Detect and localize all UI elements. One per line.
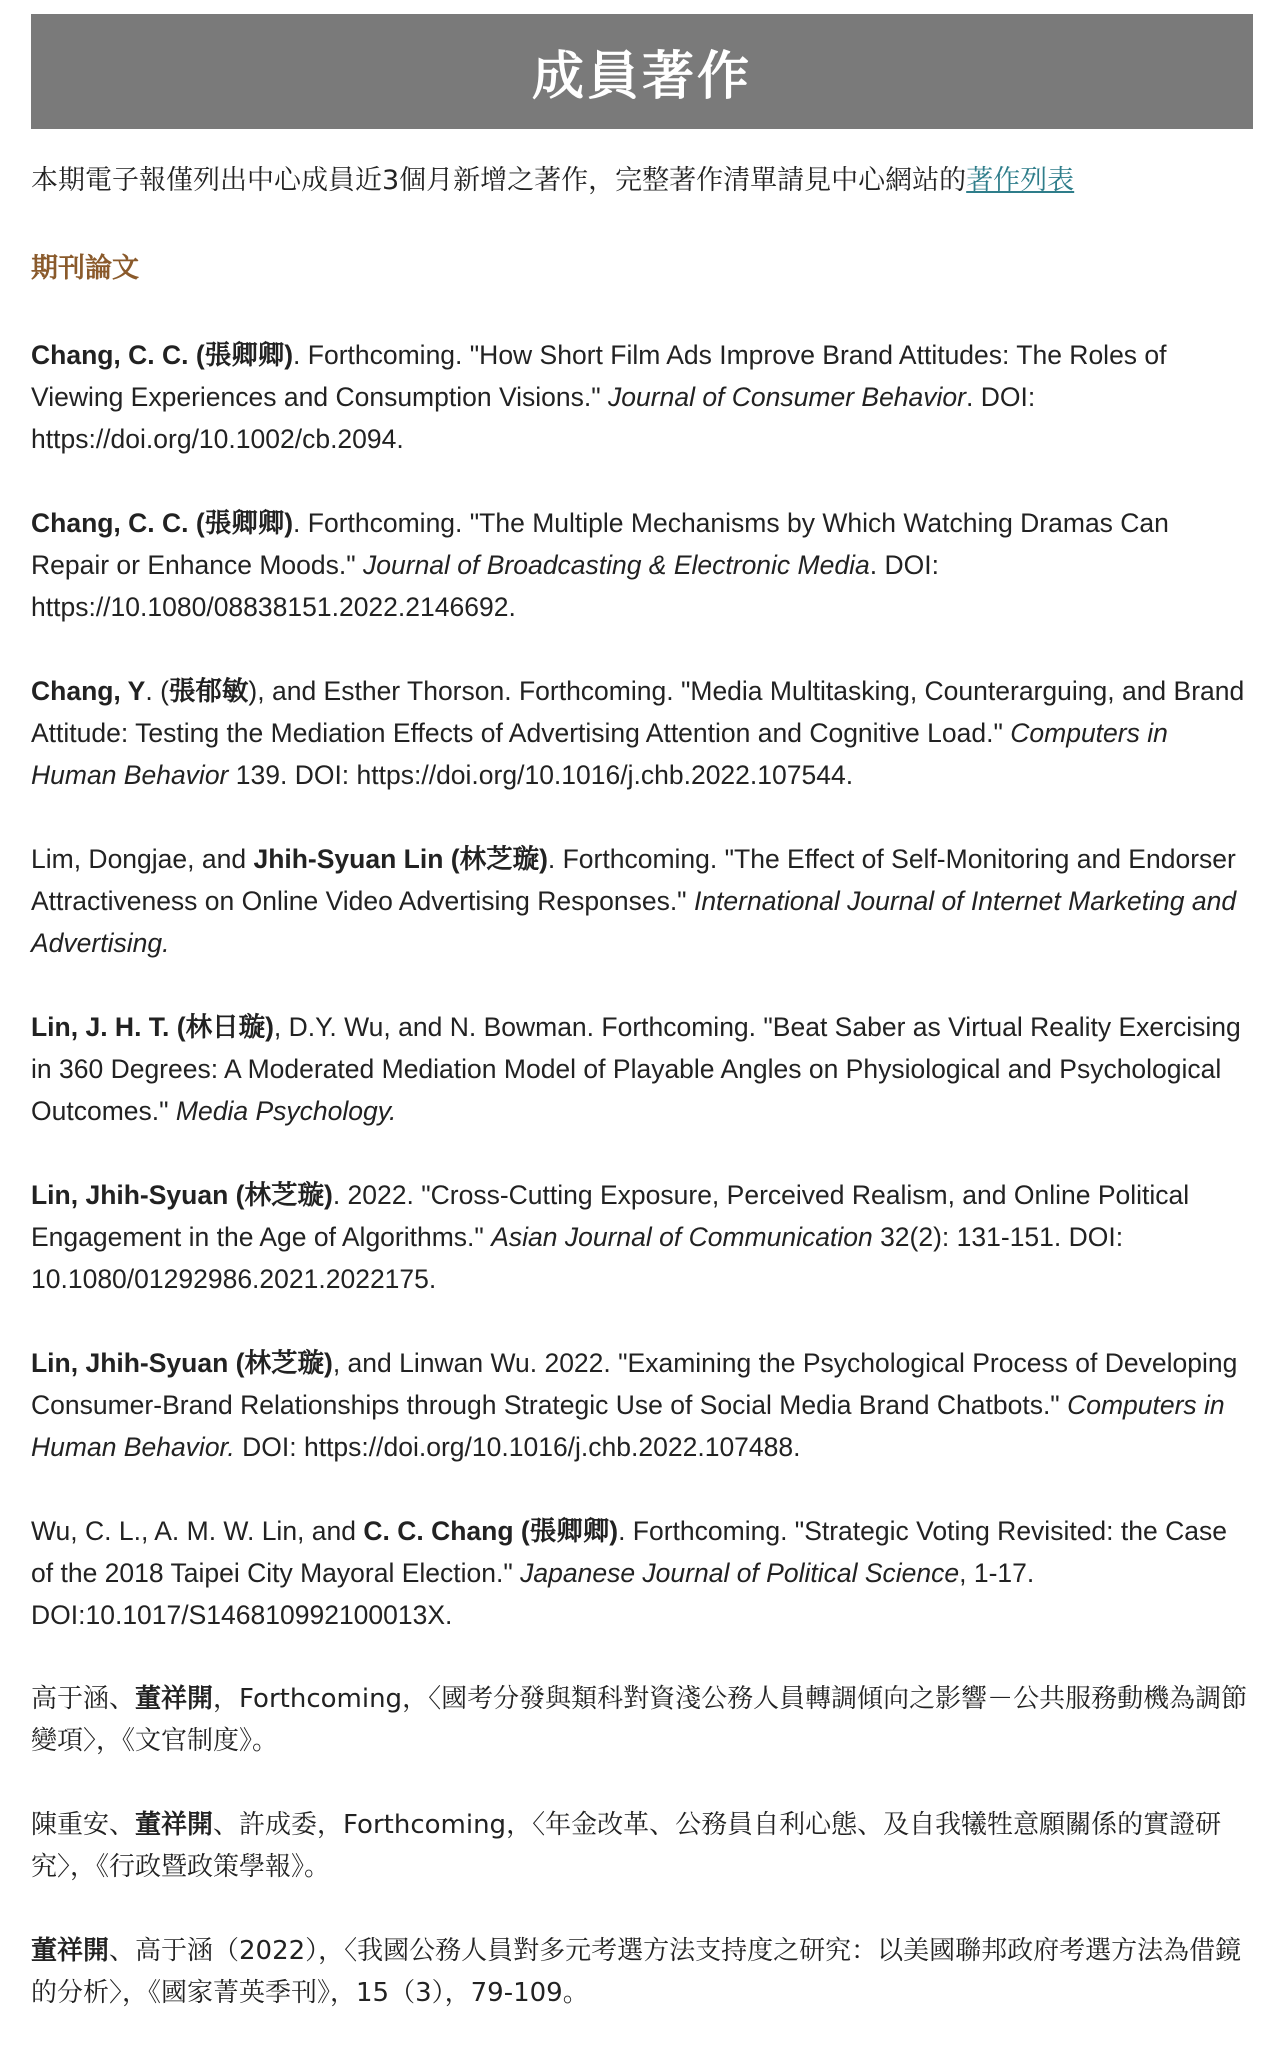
reference-author: 董祥開 <box>31 1936 110 1966</box>
header-banner <box>31 14 1253 129</box>
reference-author-chinese: 張郁敏 <box>168 676 249 706</box>
reference-author: Lin, J. H. T. (林日璇) <box>31 1012 274 1042</box>
reference-author: 董祥開 <box>135 1684 214 1714</box>
reference-author: Lin, Jhih-Syuan (林芝璇) <box>31 1348 333 1378</box>
reference-item <box>31 1510 1253 1636</box>
reference-journal: Computers in Human Behavior <box>31 718 1168 790</box>
reference-journal: Japanese Journal of Political Science <box>520 1558 960 1588</box>
reference-doi: 139. DOI: https://doi.org/10.1016/j.chb.2022.107544. <box>228 760 854 790</box>
reference-author: 董祥開 <box>135 1810 214 1840</box>
section-title-journal-papers: 期刊論文 <box>31 253 139 284</box>
reference-text: . Forthcoming. "The Multiple Mechanisms by Which Watching Dramas Can Repair or Enhance Moods." <box>31 508 1169 580</box>
reference-author: Chang, C. C. (張卿卿) <box>31 508 294 538</box>
reference-coauthors: Lim, Dongjae, and <box>31 844 254 874</box>
reference-text: . 2022. "Cross-Cutting Exposure, Perceived Realism, and Online Political Engagement in the Age of Algorithms." <box>31 1180 1190 1252</box>
reference-text: . Forthcoming. "How Short Film Ads Improve Brand Attitudes: The Roles of Viewing Experiences and Consumption Visions." <box>31 340 1167 412</box>
reference-coauthors: 陳重安、 <box>31 1810 136 1840</box>
reference-author: C. C. Chang (張卿卿) <box>363 1516 619 1546</box>
reference-item-chinese <box>31 1678 1253 1762</box>
reference-doi: . DOI: https://doi.org/10.1002/cb.2094. <box>31 382 1036 454</box>
reference-text: . Forthcoming. "The Effect of Self-Monitoring and Endorser Attractiveness on Online Video Advertising Responses." <box>31 844 1236 916</box>
reference-item <box>31 1006 1253 1132</box>
reference-text: 、許成委，Forthcoming，〈年金改革、公務員自利心態、及自我犧牲意願關係的實證研究〉，《行政暨政策學報》。 <box>31 1810 1222 1882</box>
reference-text: 、高于涵（2022），〈我國公務人員對多元考選方法支持度之研究：以美國聯邦政府考選方法為借鏡的分析〉，《國家菁英季刊》，15（3），79-109。 <box>31 1936 1242 2008</box>
reference-doi: DOI: https://doi.org/10.1016/j.chb.2022.107488. <box>234 1432 801 1462</box>
reference-text: ), and Esther Thorson. Forthcoming. "Media Multitasking, Counterarguing, and Brand Attitude: Testing the Mediation Effects of Advertising Attention and Cognitive Load." <box>31 676 1245 748</box>
reference-journal: International Journal of Internet Marketing and Advertising. <box>31 886 1237 958</box>
reference-journal: Media Psychology. <box>175 1096 397 1126</box>
reference-journal: Asian Journal of Communication <box>491 1222 873 1252</box>
reference-text: , and Linwan Wu. 2022. "Examining the Psychological Process of Developing Consumer-Brand Relationships through Strategic Use of Social Media Brand Chatbots." <box>31 1348 1238 1420</box>
reference-author: Chang, C. C. (張卿卿) <box>31 340 294 370</box>
reference-item <box>31 670 1253 796</box>
reference-item <box>31 334 1253 460</box>
reference-doi: , 1-17. DOI:10.1017/S146810992100013X. <box>31 1558 1035 1630</box>
reference-author: Chang, Y <box>31 676 146 706</box>
page-title: 成員著作 <box>531 47 752 107</box>
reference-journal: Journal of Broadcasting & Electronic Media <box>363 550 870 580</box>
publication-list-link[interactable]: 著作列表 <box>966 165 1075 196</box>
reference-coauthors: 高于涵、 <box>31 1684 136 1714</box>
reference-item <box>31 838 1253 964</box>
reference-list <box>31 334 1253 2056</box>
reference-coauthors: Wu, C. L., A. M. W. Lin, and <box>31 1516 364 1546</box>
reference-item <box>31 502 1253 628</box>
reference-text: . Forthcoming. "Strategic Voting Revisited: the Case of the 2018 Taipei City Mayoral Election." <box>31 1516 1227 1588</box>
reference-item <box>31 1174 1253 1300</box>
reference-journal: Journal of Consumer Behavior <box>608 382 966 412</box>
reference-item <box>31 1342 1253 1468</box>
reference-doi: 32(2): 131-151. DOI: 10.1080/01292986.2021.2022175. <box>31 1222 1124 1294</box>
reference-item-chinese <box>31 1930 1253 2014</box>
reference-text: ，Forthcoming，〈國考分發與類科對資淺公務人員轉調傾向之影響－公共服務動機為調節變項〉，《文官制度》。 <box>31 1684 1248 1756</box>
intro-body: 本期電子報僅列出中心成員近3個月新增之著作，完整著作清單請見中心網站的 <box>31 165 967 196</box>
reference-item-chinese <box>31 1804 1253 1888</box>
reference-doi: . DOI: https://10.1080/08838151.2022.2146692. <box>31 550 939 622</box>
reference-text: . ( <box>145 676 169 706</box>
reference-text: , D.Y. Wu, and N. Bowman. Forthcoming. "Beat Saber as Virtual Reality Exercising in 360 Degrees: A Moderated Mediation Model of Playable Angles on Physiological and Psychological Outcomes." <box>31 1012 1241 1126</box>
reference-author: Lin, Jhih-Syuan (林芝璇) <box>31 1180 333 1210</box>
reference-author: Jhih-Syuan Lin (林芝璇) <box>253 844 548 874</box>
intro-text <box>31 160 1253 202</box>
reference-journal: Computers in Human Behavior. <box>31 1390 1225 1462</box>
